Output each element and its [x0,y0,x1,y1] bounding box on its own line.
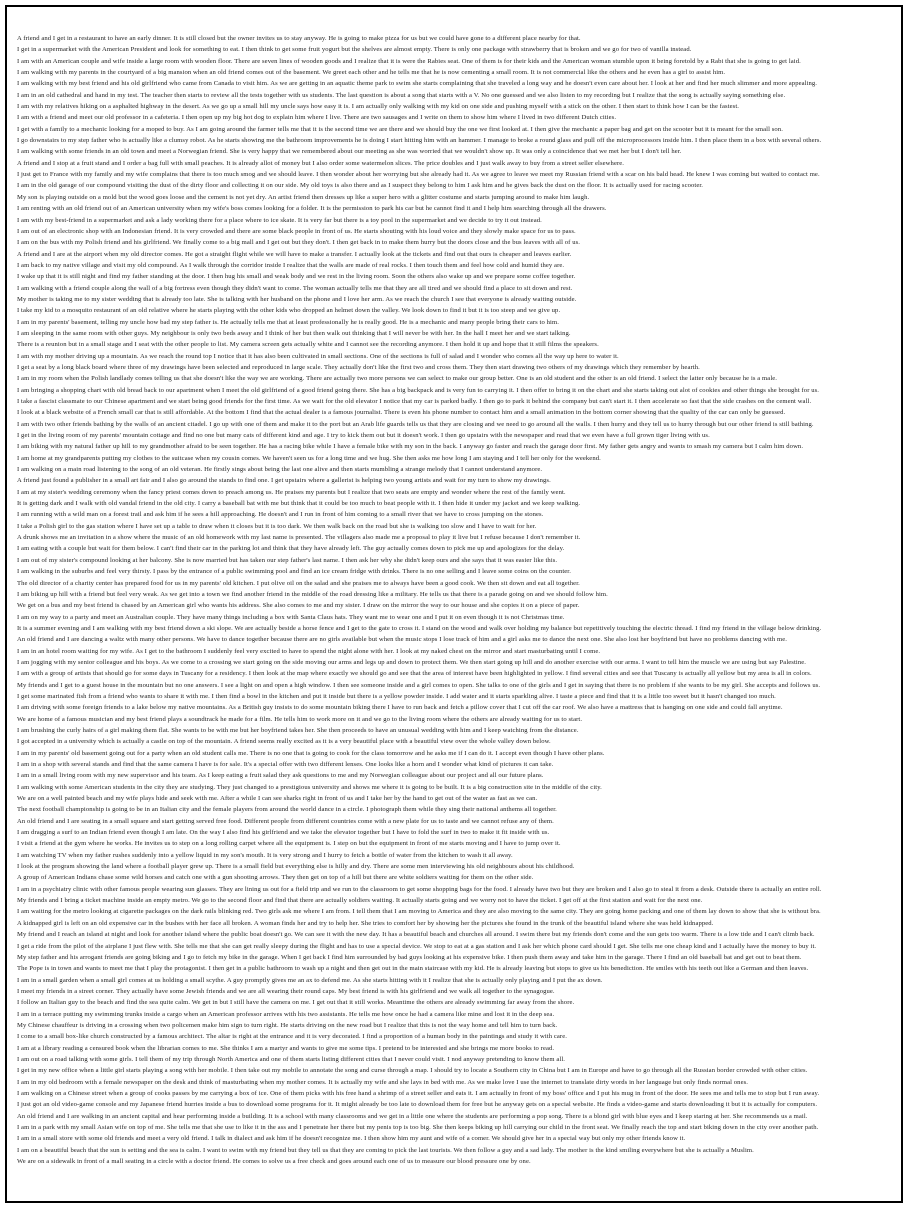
text-line: I am on my way to a party and meet an Australian couple. They have many things including a box with Santa Claus hats. They want me to wear one and I put it on even though it is not Christmas time. [17,613,565,621]
text-line: I am back to my native village and visit my old compound. As I walk through the corridor inside I realize that the walls are made of real rocks. I then touch them and feel how cold and humid they are. [17,261,565,269]
text-line: I am jogging with my senior colleague and his boys. As we come to a crossing we start going on the side moving our arms and legs up and down to protect them. We then start going up hill and do another exercise with our arms. I want to tell him the muscle we are using but say Palestine. [17,658,806,666]
text-line: My friend and I reach an island at night and look for another island where the public boat doesn't go. We can see it with the new day. It has a beautiful beach and churches all around. I swim there but my friends don't come and the sun gets too warm. There is a low tide and I can't climb back. [17,931,815,939]
text-line: My friends and I get to a guest house in the mountain but no one answers. I see a light on and open a high window. I then see someone inside and a girl comes to open. She talks to one of the girls and I get in saying that there is no problem if she wants to be my girl. She accepts and follows us. [17,681,821,689]
text-line: My son is playing outside on a mold but the wood goes loose and the cement is not yet dry. An artist friend then dresses up like a super hero with a glitter costume and starts jumping around to make him laugh. [17,193,590,201]
text-line: I am walking on a main road listening to the song of an old veteran. He firstly sings about being the last one alive and then starts mumbling a strange melody that I cannot understand anymore. [17,466,543,474]
text-line: I am in a small store with some old friends and meet a very old friend. I talk in dialect and ask him if he doesn't recognize me. I then show him my aunt and wife of a comer. We should give her in a special way but only my other friends know it. [17,1135,686,1143]
text-line: I am on the bus with my Polish friend and his girlfriend. We finally come to a big mall and I get out but they don't. I then get back in to make them hurry but the doors close and the bus leaves with all of us. [17,239,581,247]
text-line: I take a Polish girl to the gas station where I have set up a table to draw when it closes but it is too dark. We then walk back on the road but she is walking too slow and I have to wait for her. [17,522,537,530]
text-line: I am bringing a shopping chart with old bread back to our apartment when I meet the old girlfriend of a good friend going there. She has a big backpack and is very fun to carrying it. I then offer to bring it on the chart and she starts taking out alot of cookies and other things she brought for us. [17,386,820,394]
text-line: I am with a friend and meet our old professor in a cafeteria. I then open up my big hot dog to explain him where I live. There are two sausages and I write on them to show him where I lived in two different Dutch cities. [17,114,617,122]
text-line: I am in an old cathedral and hand in my test. The teacher then starts to review all the tests together with us students. The last question is about a song that starts with a V. No one guessed and we also listen to my recording but I realize that the song is actually saying something else. [17,91,786,99]
text-line: I am walking with some American students in the city they are studying. They just changed to a prestigious university and shows me where it is going to be built. It is a big construction site in the middle of the city. [17,783,602,791]
text-line: I get a ride from the pilot of the airplane I just flew with. She tells me that she can get really sleepy during the flight and has to use a special device. We stop to eat at a gas station and I ask her which phone card should I get. She tells me one cheap kind and I actually have the money to buy it. [17,942,817,950]
text-line: I am dragging a surf to an Indian friend even though I am late. On the way I also find his girlfriend and we take the elevator together but I have to fold the surf in two to make it fit inside with us. [17,829,550,837]
text-line: I am on a beautiful beach that the sun is setting and the sea is calm. I want to swim with my friend but they tell us that they are coming to pick the last tourists. We then follow a guy and a sad lady. The mother is the kind smiling everywhere but she is actually a Muslim. [17,1146,754,1154]
text-line: I get in the living room of my parents' mountain cottage and find no one but many cats of different kind and age. I try to kick them out but it doesn't work. I then go upstairs with the newspaper and read that we even have a full grown tiger living with us. [17,432,710,440]
text-line: I get a seat by a long black board where three of my drawings have been selected and reproduced in large scale. They actually don't like the first two and cross them. They then start drawing two others of my drawings which they remember by hearth. [17,363,700,371]
text-line: I am in a small garden when a small girl comes at us holding a small scythe. A guy promptly gives me an ax to defend me. As she starts hitting with it I realize that she is actually only playing and I put the ax down. [17,976,603,984]
text-line: A drunk shows me an invitation in a show where the music of an old homework with my last name is presented. The villagers also made me a proposal to play it live but I refuse because I don't remember it. [17,534,581,542]
text-line: My Chinese chauffeur is driving in a crossing when two policemen make him sign to turn right. He starts driving on the new road but I realize that this is not the way home and tell him to turn back. [17,1021,558,1029]
text-line: We are on a well painted beach and my wife plays hide and seek with me. After a while I can see sharks right in front of us and I take her by the hand to get out of the water as fast as we can. [17,795,538,803]
text-line: It is a summer evening and I am walking with my best friend down a ski slope. We are actually beside a horse fence and I get to the gate to cross it. I stand on the wood and walk over holding my balance but repetitively touching the electric thread. I find my friend in the village below drinking. [17,624,822,632]
text-line: I am in a small living room with my new supervisor and his team. As I keep eating a fruit salad they ask questions to me and my Norwegian colleague about our project and all our future plans. [17,772,544,780]
text-line: I take a fascist classmate to our Chinese apartment and we start being good friends for the first time. As we wait for the old elevator I notice that my car is parked badly. I then go to park it behind the company but can't start it. I then accelerate so fast that the side crashes on the cement wall. [17,398,812,405]
text-line: I am biking up hill with a friend but feel very weak. As we get into a town we find another friend in the middle of the road dressing like a military. He tells us that there is a parade going on and we should follow him. [17,590,608,598]
text-line: I am in my room when the Polish landlady comes telling us that she doesn't like the way we are working. There are actually two more persons we can select to make our group better. One is an old student and the other is an old friend. I select the latter only because he is a male. [17,375,778,383]
text-line: My mother is taking me to my sister wedding that is already too late. She is talking with her husband on the phone and I love her arm. As we reach the church I see that everyone is already waiting outside. [17,295,577,303]
text-line: I am with my best-friend in a supermarket and ask a lady working there for a place where to ice skate. It is very far but there is a toy pool in the supermarket and we decide to try it out instead. [17,216,542,224]
text-line: We are on a sidewalk in front of a mall seating in a circle with a doctor friend. He comes to solve us a free check and goes around each one of us to measure our blood pressure one by one. [17,1158,531,1166]
text-line: I am out of my sister's compound looking at her balcony. She is now married but has taken our step father's last name. I then ask her why she didn't keep ours and she says that it was easier like this. [17,556,558,564]
text-line: The Pope is in town and wants to meet me that I play the protagonist. I then get in a public bathroom to wash up a night and then get out in the main staircase with my kid. He is already leaving but stops to give us his benediction. He smiles with his teeth out like a German and then leaves. [17,965,809,973]
text-line: I get some marinated fish from a friend who wants to share it with me. I then find a bowl in the kitchen and put it inside but there is a yellow powder inside. I add water and it starts sparkling alive. I taste a piece and find that it is a little too sweet but it hasn't changed too much. [17,692,776,700]
text-line: It is getting dark and I walk with old vandal friend in the old city. I carry a baseball bat with me but think that it could be too much to beat people with it. I then hide it under my jacket and we keep walking. [17,500,581,508]
text-line: I wake up that it is still night and find my father standing at the door. I then hug his small and weak body and we rest in the living room. Soon the others also wake up and we prepare some coffee together. [17,273,576,281]
text-line: My friends and I bring a ticket machine inside an empty metro. We go to the second floor and find that there are actually soldiers waiting. It actually starts going and we worry not to have the ticket. I get off at the first station and wait for the next one. [17,897,703,905]
text-line: I am driving with some foreign friends to a lake below my native mountains. As a British guy insists to do some mountain biking there I have to run back and fetch a pillow cover that I cut off the car roof. We also have a mattress that is hanging on one side and could fall anytime. [17,704,783,712]
text-line: The next football championship is going to be in an Italian city and the female players from around the world dance in a circle. I photograph them while they sing their national anthems all together. [17,806,557,814]
text-line: My step father and his arrogant friends are going biking and I go to fetch my bike in the garage. When I get back I find him surrounded by bad guys looking at his expensive bike. I then push them away and take him in the garage. There I find an old baseball bat and get out to beat them. [17,953,802,961]
text-line: I am in a park with my small Asian wife on top of me. She tells me that she use to like it in the ass and I penetrate her there but my penis top is too big. She then keeps biking up hill carrying our child in the front seat. We finally reach the top and start biking down in the city over another path. [17,1124,819,1131]
text-line: I am renting with an old friend out of an American university when my wife's boss comes looking for a folder. It is the permission to park his car but he cannot find it and I help him searching through all the drawers. [17,205,607,213]
text-line: I am with my mother driving up a mountain. As we reach the round top I notice that it has also been cultivated in small sections. One of the sections is full of salad and I wonder who comes all the way up here to water it. [17,352,619,360]
text-line: A kidnapped girl is left on an old expensive car in the bushes with her face all broken. A woman finds her and try to help her. She tries to comfort her by showing her the pictures she found in the trunk of the beautiful island where she was held kidnapped. [17,919,714,927]
text-line: A friend and I are at the airport when my old director comes. He got a straight flight while we will have to make a transfer. I actually look at the tickets and find out that ours is cheaper and leaves earlier. [17,250,572,258]
text-line: I look at a black website of a French small car that is still affordable. At the bottom I find that the actual dealer is a famous journalist. There is even his phone number to contact him and a small animation in the bottom corner showing that the quality of the car can only be guessed. [17,409,786,417]
text-line: I am brushing the curly hairs of a girl making them flat. She wants to be with me but her boyfriend takes her. She then proceeds to have an unusual wedding with him and I keep watching from the distance. [17,726,579,734]
text-line: I am home at my grandparents putting my clothes to the suitcase when my cousin comes. We haven't seen us for a long time and we hug. She then asks me how long I am staying and I tell her only for the weekend. [17,454,601,462]
text-line: I am in the old garage of our compound visiting the dust of the dirty floor and collecting it on our side. My old toys is also there and as I suspect they belong to him I ask him and he gives back the dust on the floor. It is actually used for racing scooter. [17,182,704,190]
text-line: I look at the program showing the land where a football player grew up. There is a small field but everything else is hilly and dry. There are some men interviewing his old neighbours about his childhood. [17,863,575,871]
document-lines [17,33,892,1167]
text-line: I come to a small box-like church constructed by a famous architect. The altar is right at the entrance and it is very decorated. I find a proportion of a human body in the paintings and study it with care. [17,1033,568,1041]
text-line: An old friend and I are walking in an ancient capital and hear performing inside a building. It is a school with many classrooms and we get in a little one where the students are performing a pop song. There is a blond girl with blue eyes and I keep staring at her. She recommends us a mail. [17,1112,808,1120]
text-line: I am walking with a friend couple along the wall of a big fortress even though they didn't want to come. The woman actually tells me that they are all tired and we should find a place to sit down and rest. [17,284,573,292]
text-line: I am running with a wild man on a forest trail and ask him if he sees a hill approaching. He doesn't and I run in front of him coming to a small river that we have to cross jumping on the stones. [17,511,544,519]
text-line: I am at a library reading a censured book when the librarian comes to me. She thinks I am a martyr and wants to give me some tips. I pretend to be interested and she brings me more books to read. [17,1044,555,1052]
text-line: The old director of a charity center has prepared food for us in my parents' old kitchen. I put olive oil on the salad and she praises me to always have been a good cook. We then sit down and eat all together. [17,579,580,587]
text-line: I am out on a road talking with some girls. I tell them of my trip through North America and one of them starts listing different cities that I never could visit. I nod anyway pretending to know them all. [17,1055,566,1063]
text-line: I am with my relatives hiking on a asphalted highway in the desert. As we go up a small hill my uncle says how easy it is. I am actually only walking with my kid on one side and pushing myself with a stick on the other. I then start to think how I can be the fastest. [17,103,740,111]
text-line: I get with a family to a mechanic looking for a moped to buy. As I am going around the farmer tells me that it is the second time we are there and we should buy the one we first looked at. I then give the mechanic a paper bag and get on the scooter but it is meant for the small son. [17,125,783,133]
text-line: I go downstairs to my step father who is actually like a clumsy robot. As he starts showing me the bathroom improvements he is doing I start hitting him with an hammer. I manage to broke a round glass and pull off the microprocessors inside him. I then place them in a box with several others. [17,137,822,145]
text-line: I take my kid to a mosquito restaurant of an old relative where he starts playing with the other kids who dropped an helmet down the valley. We look down to find it but it is too steep and we give up. [17,307,561,315]
text-line: We are home of a famous musician and my best friend plays a soundtrack he made for a film. He tells him to work more on it and we go to the living room where the others are already waiting for us to start. [17,715,583,723]
text-line: I am in an hotel room waiting for my wife. As I get to the bathroom I suddenly feel very excited to have to spend the night alone with her. I look at my naked chest on the mirror and start masturbating until I come. [17,647,601,655]
text-line: I am biking with my natural father up hill to my grandmother afraid to be seen together. He has a racing bike while I have a female bike with my son in the back. I anyway go faster and reach the garage door first. My father gets angry and wants to smash my camera but I calm him down. [17,443,804,451]
text-line: I am walking on a Chinese street when a group of cooks passes by me carrying a box of ice. One of them picks with his free hand a shrimp of a street seller and eats it. I am actually in front of my boss' office and I put his mug in front of the door. He sees me and tells me to stop but I run away. [17,1089,820,1097]
text-line: A friend and I stop at a fruit stand and I order a bag full with small peaches. It is already allot of money but I also order some watermelon slices. The price doubles and I just walk away to buy from a street seller elsewhere. [17,159,625,167]
text-line: I am with a group of artists that should go for some days in Tuscany for a residency. I then look at the map where exactly we should go and see that the area of interest have been highlighted in yellow. I find several cities and see that Tuscany is actually all yellow but my area is all in colors. [17,670,812,678]
text-line: I am in a psychiatry clinic with other famous people wearing sun glasses. They are lining us out for a field trip and we run to the classroom to get some shopping bags for the food. I already have two but they are broken and I also go to steal it from a desk. Outside there is actually an entire roll. [17,885,822,893]
text-line: I am in a terrace putting my swimming trunks inside a cargo when an American professor arrives with his two assistants. He tells me how once he had a camera like mine and lost it in the deep sea. [17,1010,555,1018]
text-line: I am sleeping in the same room with other guys. My neighbour is only two beds away and I think of her but then walk out thinking that I will never be with her. In the hall I meet her and we start talking. [17,329,571,337]
text-line: I am walking with some friends in an old town and meet a Norwegian friend. She is very happy that we remembered about our meeting as she was worried that we wouldn't show up. It was only a coincidence that we met her but I don't tell her. [17,148,682,156]
text-line: I am with two other friends bathing by the walls of an ancient citadel. I go up with one of them and make it to the port but an Arab life guards tells us that they are closing and we need to go around all the walls. I then hurry and they tell us to hurry through but our other friend is still bathing. [17,420,814,428]
text-line: There is a reunion but in a small stage and I seat with the other people to list. My camera screen gets actually white and I cannot see the recording anymore. I then hold it up and hope that it still films the speakers. [17,341,599,349]
text-line: I get in my new office when a little girl starts playing a song with her mobile. I then take out my mobile to annotate the song and curse through a map. I should try to locate a Southern city in China but I am in Europe and have to go through all the Russian border crowded with other cities. [17,1067,808,1075]
text-line: A group of American Indians chase some wild horses and catch one with a gun shooting arrows. They then get on top of a hill but there are white soldiers waiting for them on the other side. [17,874,534,882]
text-line: I am eating with a couple but wait for them below. I can't find their car in the parking lot and think that they have already left. The guy actually comes down to pick me up and apologizes for the delay. [17,545,565,553]
text-line: I am in my parents' basement, telling my uncle how bad my step father is. He actually tells me that at least professionally he is really good. He is a mechanic and many people bring their cars to him. [17,318,559,326]
text-line: I am in a shop with several stands and find that the same camera I have is for sale. It's a special offer with two different lenses. One looks like a horn and I wonder what kind of pictures it can take. [17,761,554,768]
text-line: I just got an old video-game console and my Japanese friend hurries inside a bus to download some programs for it. It might already be too late to download them for free but he anyway gets on a special website. He finds a video-game and starts downloading it but it is actually for computers. [17,1101,818,1109]
text-line: A friend just found a publisher in a small art fair and I also go around the stands to find one. I get upstairs where a gallerist is helping two young artists and wait for my turn to show my drawings. [17,477,551,485]
text-line: I am watching TV when my father rushes suddenly into a yellow liquid in my son's mouth. It is very strong and I hurry to fetch a bottle of water from the kitchen to wash it all away. [17,851,513,859]
text-line: An old friend and I are dancing a waltz with many other persons. We have to dance together because there are no girls available but when the music stops I lose track of him and a girl asks me to dance the next one. She also lost her boyfriend but have no problems dancing with me. [17,636,788,644]
text-line: An old friend and I are seating in a small square and start getting served free food. Different people from different countries come with a new plate for us to taste and we cannot refuse any of them. [17,817,554,825]
text-line: I am waiting for the metro looking at cigarette packages on the dark rails blinking red. Two girls ask me where I am from. I tell them that I am moving to America and they are also moving to the same city. They are going home packing and one of them lay down to show that she is without bra. [17,908,821,916]
text-line: I meet my friends in a street corner. They actually have some Jewish friends and we are all wearing their round caps. My best friend is with his girlfriend and we walk all together to the synagogue. [17,987,555,995]
text-line: I am walking with my parents in the courtyard of a big mansion when an old friend comes out of the basement. We greet each other and he tells me that he is now cementing a small room. It is not commercial like the others and he even has a girl to assist him. [17,69,726,77]
text-line: I get in a supermarket with the American President and look for something to eat. I then think to get some fruit yogurt but the shelves are almost empty. There is only one package with strawberry that is broken and we go for two of vanilla instead. [17,46,692,54]
text-line: I am walking with my best friend and his old girlfriend who came from Canada to visit him. As we are getting in an aquatic theme park to swim she starts complaining that she traveled a long way and he doesn't even care about her. I look at her and find her much slimmer and more appealing. [17,80,818,88]
text-line: I visit a friend at the gym where he works. He invites us to step on a long rolling carpet where all the equipment is. I step on but the equipment in front of me starts moving and I have to jump over it. [17,840,561,848]
text-line: I am walking in the suburbs and feel very thirsty. I pass by the entrance of a public swimming pool and find an ice cream fridge with drinks. There is no one selling and I leave some coins on the counter. [17,568,571,576]
text-line: I am with an American couple and wife inside a large room with wooden floor. There are seven lines of wooden goods and I realize that it is were the Rabies seat. One of them is for their kids and the American woman stumble upon it being foretold by a Rabi that she is going to get laid. [17,57,801,65]
text-line: I follow an Italian guy to the beach and find the sea quite calm. We get in but I still have the camera on me. I get out that it still works. Meantime the others are already swimming far away from the shore. [17,999,575,1007]
text-line: I am out of an electronic shop with an Indonesian friend. It is very crowded and there are some black people in front of us. He starts shouting with his loud voice and they slowly make space for us to pass. [17,227,576,235]
text-line: I am at my sister's wedding ceremony when the fancy priest comes down to preach among us. He praises my parents but I realize that two seats are empty and wonder where the rest of the family went. [17,488,566,496]
text-line: We get on a bus and my best friend is chased by an American girl who wants his address. She also comes to me and my sister. I draw on the mirror the way to our house and she copies it on a piece of paper. [17,602,580,610]
text-line: I got accepted in a university which is actually a castle on top of the mountain. A friend seems really excited as it is a very beautiful place with a beautiful view over the whole valley down below. [17,738,551,746]
text-line: I am in my old bedroom with a female newspaper on the desk and think of masturbating when my mother comes. It is actually my wife and she lays in bed with me. As we make love I use the internet to translate dirty words in her language but only finds normal ones. [17,1078,749,1086]
text-line: I am in my parents' old basement going out for a party when an old student calls me. There is no one that is going to cook for the class tomorrow and he asks me if I can do it. I accept even though I have other plans. [17,749,605,757]
text-line: A friend and I get in a restaurant to have an early dinner. It is still closed but the owner invites us to stay anyway. He is going to make pizza for us but we could have gone to a different place nearby for that. [17,35,581,42]
text-line: I just get to France with my family and my wife complains that there is too much smog and we should leave. I then wonder about her worrying but she already had it. As we agree to leave we meet my Russian friend with a scar on his bald head. He knew I was coming but waited to contact me. [17,171,820,179]
